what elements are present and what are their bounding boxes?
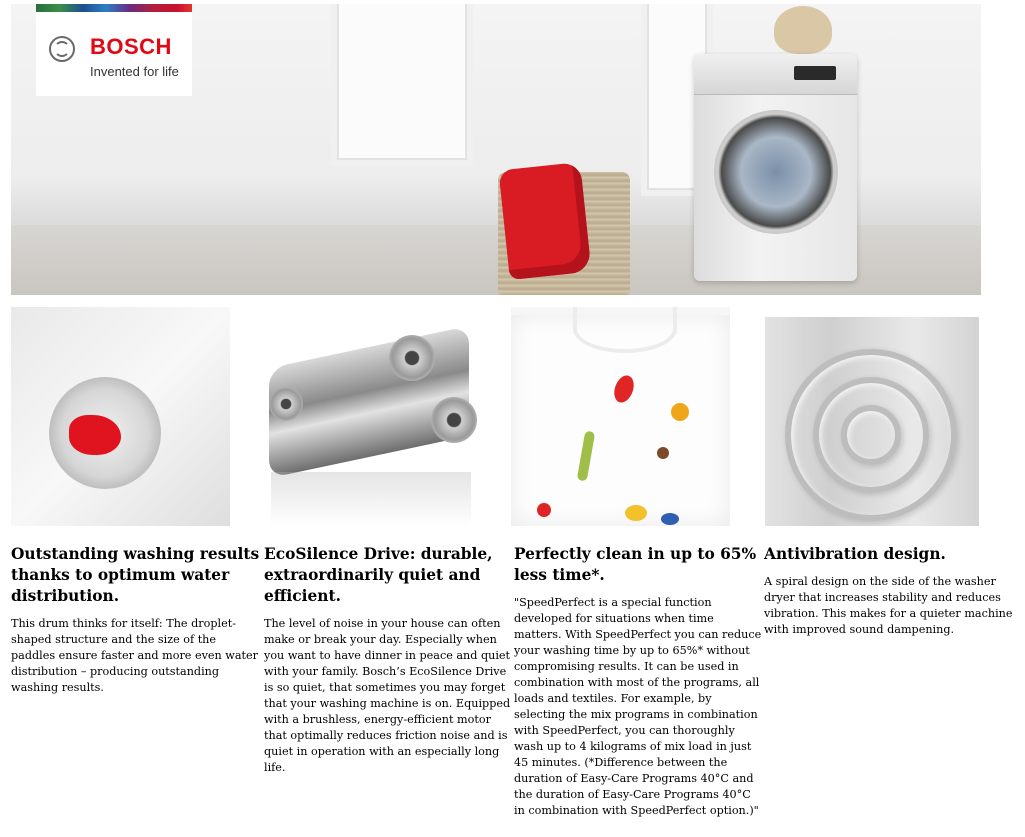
feature-column	[264, 544, 514, 776]
feature-description: This drum thinks for itself: The droplet-shaped structure and the size of the paddles ensure faster and more even water distribution – producing outstanding washing results.	[11, 617, 259, 694]
feature-column	[11, 544, 261, 696]
red-cloth	[498, 162, 591, 280]
white-tshirt	[511, 315, 730, 526]
stain-icon	[625, 505, 647, 521]
antivibration-photo	[761, 307, 980, 526]
stain-icon	[537, 503, 551, 517]
feature-title: Perfectly clean in up to 65% less time*.	[514, 545, 757, 584]
stain-icon	[671, 403, 689, 421]
feature-column	[764, 544, 1014, 638]
feature-title: Outstanding washing results thanks to optimum water distribution.	[11, 545, 260, 605]
window-left	[331, 4, 473, 166]
brand-name: BOSCH	[90, 34, 172, 59]
tshirt-photo	[511, 307, 730, 526]
stain-icon	[657, 447, 669, 459]
tshirt-collar	[573, 307, 677, 353]
feature-description: The level of noise in your house can often make or break your day. Especially when you want to have dinner in peace and quiet with your family. Bosch’s EcoSilence Drive is so quiet, that sometimes you may forget that your washing machine is on. Equipped with a brushless, energy-efficient motor that optimally reduces friction noise and is quiet in operation with an especially long life.	[264, 617, 511, 774]
motor-reflection	[271, 472, 471, 526]
gear-icon	[389, 335, 435, 381]
bosch-emblem-icon	[49, 36, 75, 62]
brand-tagline: Invented for life	[90, 64, 179, 79]
red-garment	[69, 415, 121, 455]
stain-icon	[661, 513, 679, 525]
feature-title: EcoSilence Drive: durable, extraordinarily quiet and efficient.	[264, 545, 493, 605]
washer-display	[794, 66, 836, 80]
teddy-bear	[774, 6, 832, 54]
spiral-ring-inner	[841, 405, 901, 465]
feature-description: A spiral design on the side of the washer dryer that increases stability and reduces vibration. This makes for a quieter machine with improved sound dampening.	[764, 575, 1013, 636]
washer-door	[714, 110, 838, 234]
feature-description: "SpeedPerfect is a special function developed for situations when time matters. With SpeedPerfect you can reduce your washing time by up to 65%* without compromising results. It can be used in combination with most of the programs, all loads and textiles. For example, by selecting the mix programs in combination with SpeedPerfect, you can thoroughly wash up to 4 kilograms of mix load in just 45 minutes. (*Difference between the duration of Easy-Care Programs 40°C and the duration of Easy-Care Programs 40°C in combination with SpeedPerfect option.)"	[514, 596, 762, 817]
feature-column	[514, 544, 762, 819]
bosch-logo	[36, 4, 192, 96]
drum-photo	[11, 307, 230, 526]
logo-color-bar	[36, 4, 192, 12]
gear-icon	[269, 387, 303, 421]
gear-icon	[431, 397, 477, 443]
motor-photo	[261, 307, 480, 526]
feature-title: Antivibration design.	[764, 545, 946, 563]
washing-machine	[694, 54, 857, 281]
